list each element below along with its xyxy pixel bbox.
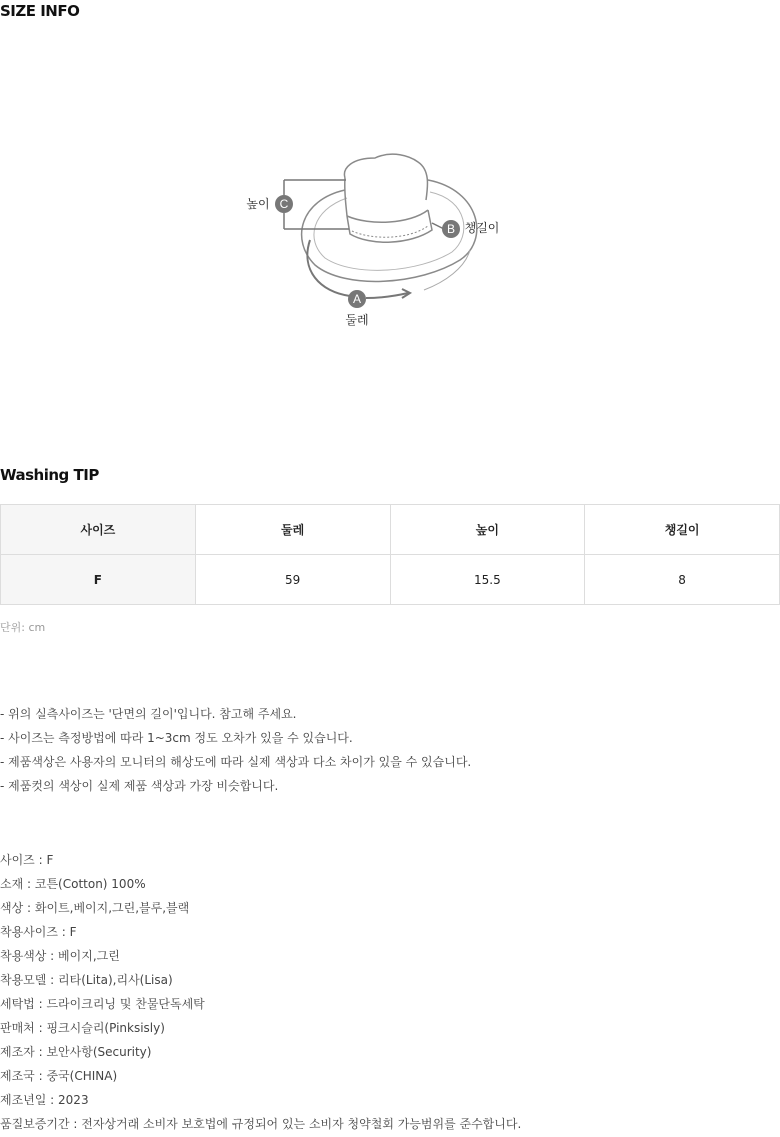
spec-item: 착용사이즈 : F [0,925,77,939]
cell-size: F [1,555,196,605]
spec-item: 제조년일 : 2023 [0,1093,89,1107]
label-brim: 챙길이 [464,221,500,235]
spec-item: 세탁법 : 드라이크리닝 및 찬물단독세탁 [0,997,205,1011]
svg-text:A: A [352,292,362,306]
spec-item: 제조자 : 보안사항(Security) [0,1045,152,1059]
unit-note: 단위: cm [0,621,46,634]
header-brim: 챙길이 [585,505,780,555]
notice-item: - 위의 실측사이즈는 '단면의 길이'입니다. 참고해 주세요. [0,707,297,721]
label-circumference: 둘레 [345,313,369,327]
header-height: 높이 [390,505,585,555]
header-size: 사이즈 [1,505,196,555]
label-height: 높이 [246,197,270,211]
notice-list [0,702,471,798]
marker-a [348,290,366,308]
marker-c [275,195,293,213]
notice-item: - 제품컷의 색상이 실제 제품 색상과 가장 비슷합니다. [0,779,279,793]
spec-item: 색상 : 화이트,베이지,그린,블루,블랙 [0,901,190,915]
table-header-row [1,505,780,555]
spec-item: 사이즈 : F [0,853,54,867]
size-table [0,504,780,605]
cell-brim: 8 [585,555,780,605]
marker-b [442,220,460,238]
notice-item: - 제품색상은 사용자의 모니터의 해상도에 따라 실제 색상과 다소 차이가 있을 수 있습니다. [0,755,472,769]
svg-text:B: B [446,222,456,236]
spec-item: 소재 : 코튼(Cotton) 100% [0,877,146,891]
spec-list [0,848,521,1136]
notice-item: - 사이즈는 측정방법에 따라 1~3cm 정도 오차가 있을 수 있습니다. [0,731,353,745]
spec-item: 제조국 : 중국(CHINA) [0,1069,118,1083]
svg-text:C: C [279,197,289,211]
cell-height: 15.5 [390,555,585,605]
spec-item: 품질보증기간 : 전자상거래 소비자 보호법에 규정되어 있는 소비자 청약철회 가능범위를 준수합니다. [0,1117,522,1131]
cell-circumference: 59 [195,555,390,605]
size-info-title: SIZE INFO [0,2,80,20]
brim-edge-line [424,250,470,290]
spec-item: 판매처 : 핑크시슬리(Pinksisly) [0,1021,165,1035]
table-row [1,555,780,605]
spec-item: 착용색상 : 베이지,그린 [0,949,120,963]
header-circumference: 둘레 [195,505,390,555]
hat-size-diagram [0,140,780,340]
spec-item: 착용모델 : 리타(Lita),리사(Lisa) [0,973,173,987]
bucket-hat-illustration [302,154,477,281]
washing-tip-title: Washing TIP [0,466,99,484]
